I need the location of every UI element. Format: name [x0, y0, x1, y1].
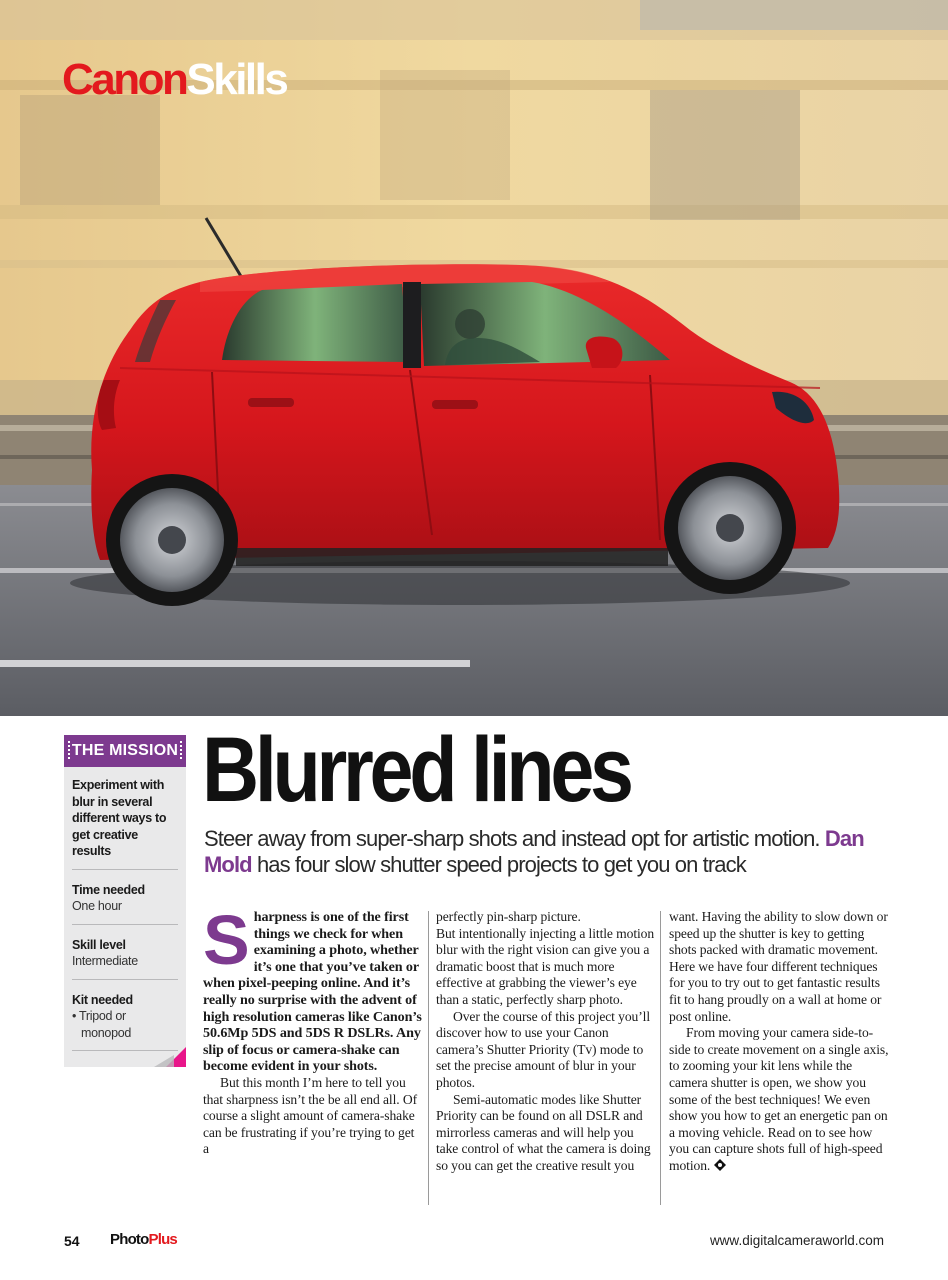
body-paragraph-4: Semi-automatic modes like Shutter Priority can be found on all DSLR and mirrorless cameras and will help you take control of what the camera is doing so you can get the creative result you	[436, 1091, 651, 1173]
corner-triangle-icon	[154, 1047, 186, 1067]
body-column-2	[436, 909, 656, 1175]
mission-kit-item: • Tripod or monopod	[72, 1009, 132, 1040]
standfirst-rest: has four slow shutter speed projects to get you on track	[256, 852, 746, 877]
brand-logo	[62, 55, 287, 104]
mission-kit-list	[72, 1008, 178, 1041]
mission-title: THE MISSION	[64, 735, 186, 767]
body-paragraph-2: But intentionally injecting a little motion blur with the right vision can give you a dramatic boost that is much more effective at grabbing the viewer’s eye than a static, perfectly sharp photo.	[436, 925, 655, 1007]
body-column-3	[669, 909, 889, 1175]
mission-kit-label: Kit needed	[72, 992, 133, 1007]
body-paragraph-4-cont: want. Having the ability to slow down or speed up the shutter is key to getting shots packed with dramatic movement. Here we have four different techniques for you to try out to get fantastic results fit to hang proudly on a wall at home or post online.	[669, 909, 888, 1024]
column-divider	[428, 911, 429, 1205]
footer-url[interactable]: www.digitalcameraworld.com	[709, 1233, 884, 1248]
mission-description: Experiment with blur in several different ways to get creative results	[72, 778, 167, 858]
column-divider	[660, 911, 661, 1205]
body-paragraph-1: But this month I’m here to tell you that sharpness isn’t the be all end all. Of course a slight amount of camera-shake can be frustrating if you’re trying to get a	[203, 1074, 418, 1157]
standfirst-intro: Steer away from super-sharp shots and instead opt for artistic motion.	[204, 826, 820, 851]
mission-time-value: One hour	[72, 899, 122, 913]
headline: Blurred lines	[202, 719, 630, 821]
body-paragraph-5-text: From moving your camera side-to-side to create movement on a single axis, to zooming your kit lens while the camera shutter is open, we show you some of the best techniques! We even show you how to get an energetic pan on a moving vehicle. Read on to see how you can capture shots full of high-speed motion.	[669, 1025, 889, 1173]
footer-brand-plus: Plus	[148, 1231, 177, 1248]
mission-time-label: Time needed	[72, 882, 145, 897]
mission-skill-value: Intermediate	[72, 954, 138, 968]
mission-panel	[64, 735, 186, 1067]
lead-text: harpness is one of the first things we check for when examining a photo, whether it’s one that you’ve taken or when pixel-peeping online. And it’s really no surprise with the advent of high resolution cameras like Canon’s 50.6Mp 5DS and 5DS R DSLRs. Any slip of focus or camera-shake can become evident in your shots.	[203, 909, 422, 1075]
footer-brand	[110, 1231, 177, 1248]
standfirst	[204, 826, 904, 878]
author-name: Dan Mold	[204, 826, 864, 877]
mission-skill-label: Skill level	[72, 937, 126, 952]
body-paragraph-1-cont: perfectly pin-sharp picture.	[436, 909, 581, 924]
body-paragraph-3: Over the course of this project you’ll discover how to use your Canon camera’s Shutter Priority (Tv) mode to set the precise amount of blur in your photos.	[436, 1008, 651, 1090]
brand-logo-canon: Canon	[62, 55, 187, 104]
end-of-article-icon	[714, 1159, 726, 1171]
body-paragraph-5	[669, 1025, 889, 1174]
body-column-1	[203, 901, 423, 1158]
page-number: 54	[64, 1233, 80, 1249]
lead-paragraph	[203, 901, 423, 1075]
footer-brand-photo: Photo	[110, 1231, 149, 1248]
drop-cap: S	[203, 901, 248, 979]
brand-logo-skills: Skills	[186, 55, 287, 104]
